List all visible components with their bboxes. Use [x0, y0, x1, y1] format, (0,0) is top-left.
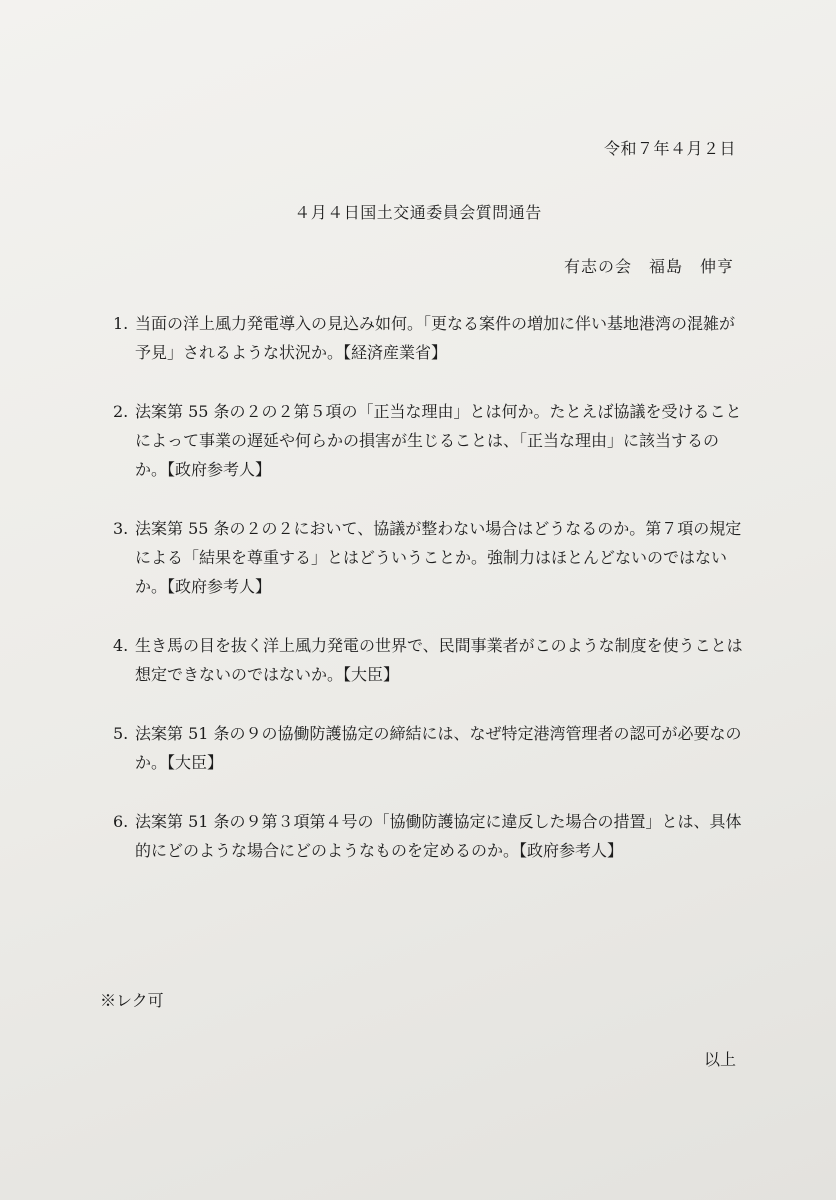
document-author: 有志の会 福島 伸亨 — [563, 257, 734, 276]
question-list — [113, 309, 745, 865]
question-number: 1. — [113, 314, 129, 333]
question-text: 法案第 51 条の９の協働防護協定の締結には、なぜ特定港湾管理者の認可が必要なのか。【大臣】 — [135, 724, 742, 772]
briefing-note: ※レク可 — [100, 991, 164, 1010]
question-text: 生き馬の目を抜く洋上風力発電の世界で、民間事業者がこのような制度を使うことは想定できないのではないか。【大臣】 — [135, 636, 743, 684]
question-number: 2. — [113, 402, 129, 421]
question-number: 5. — [113, 724, 129, 743]
question-text: 法案第 51 条の９第３項第４号の「協働防護協定に違反した場合の措置」とは、具体的にどのような場合にどのようなものを定めるのか。【政府参考人】 — [135, 812, 742, 860]
question-number: 6. — [113, 812, 129, 831]
question-text: 当面の洋上風力発電導入の見込み如何。「更なる案件の増加に伴い基地港湾の混雑が予見」されるような状況か。【経済産業省】 — [135, 314, 736, 362]
question-item-5 — [113, 719, 745, 777]
question-item-6 — [113, 807, 745, 865]
question-item-4 — [113, 631, 745, 689]
question-item-3 — [113, 514, 745, 601]
question-item-2 — [113, 397, 745, 484]
closing-mark: 以上 — [703, 1050, 736, 1069]
question-number: 3. — [113, 519, 129, 538]
question-text: 法案第 55 条の２の２において、協議が整わない場合はどうなるのか。第７項の規定による「結果を尊重する」とはどういうことか。強制力はほとんどないのではないか。【政府参考人】 — [135, 519, 742, 596]
question-item-1 — [113, 309, 745, 367]
document-date: 令和７年４月２日 — [603, 139, 736, 158]
question-text: 法案第 55 条の２の２第５項の「正当な理由」とは何か。たとえば協議を受けることによって事業の遅延や何らかの損害が生じることは、「正当な理由」に該当するのか。【政府参考人】 — [135, 402, 742, 479]
question-number: 4. — [113, 636, 129, 655]
document-title: ４月４日国土交通委員会質問通告 — [294, 203, 542, 222]
